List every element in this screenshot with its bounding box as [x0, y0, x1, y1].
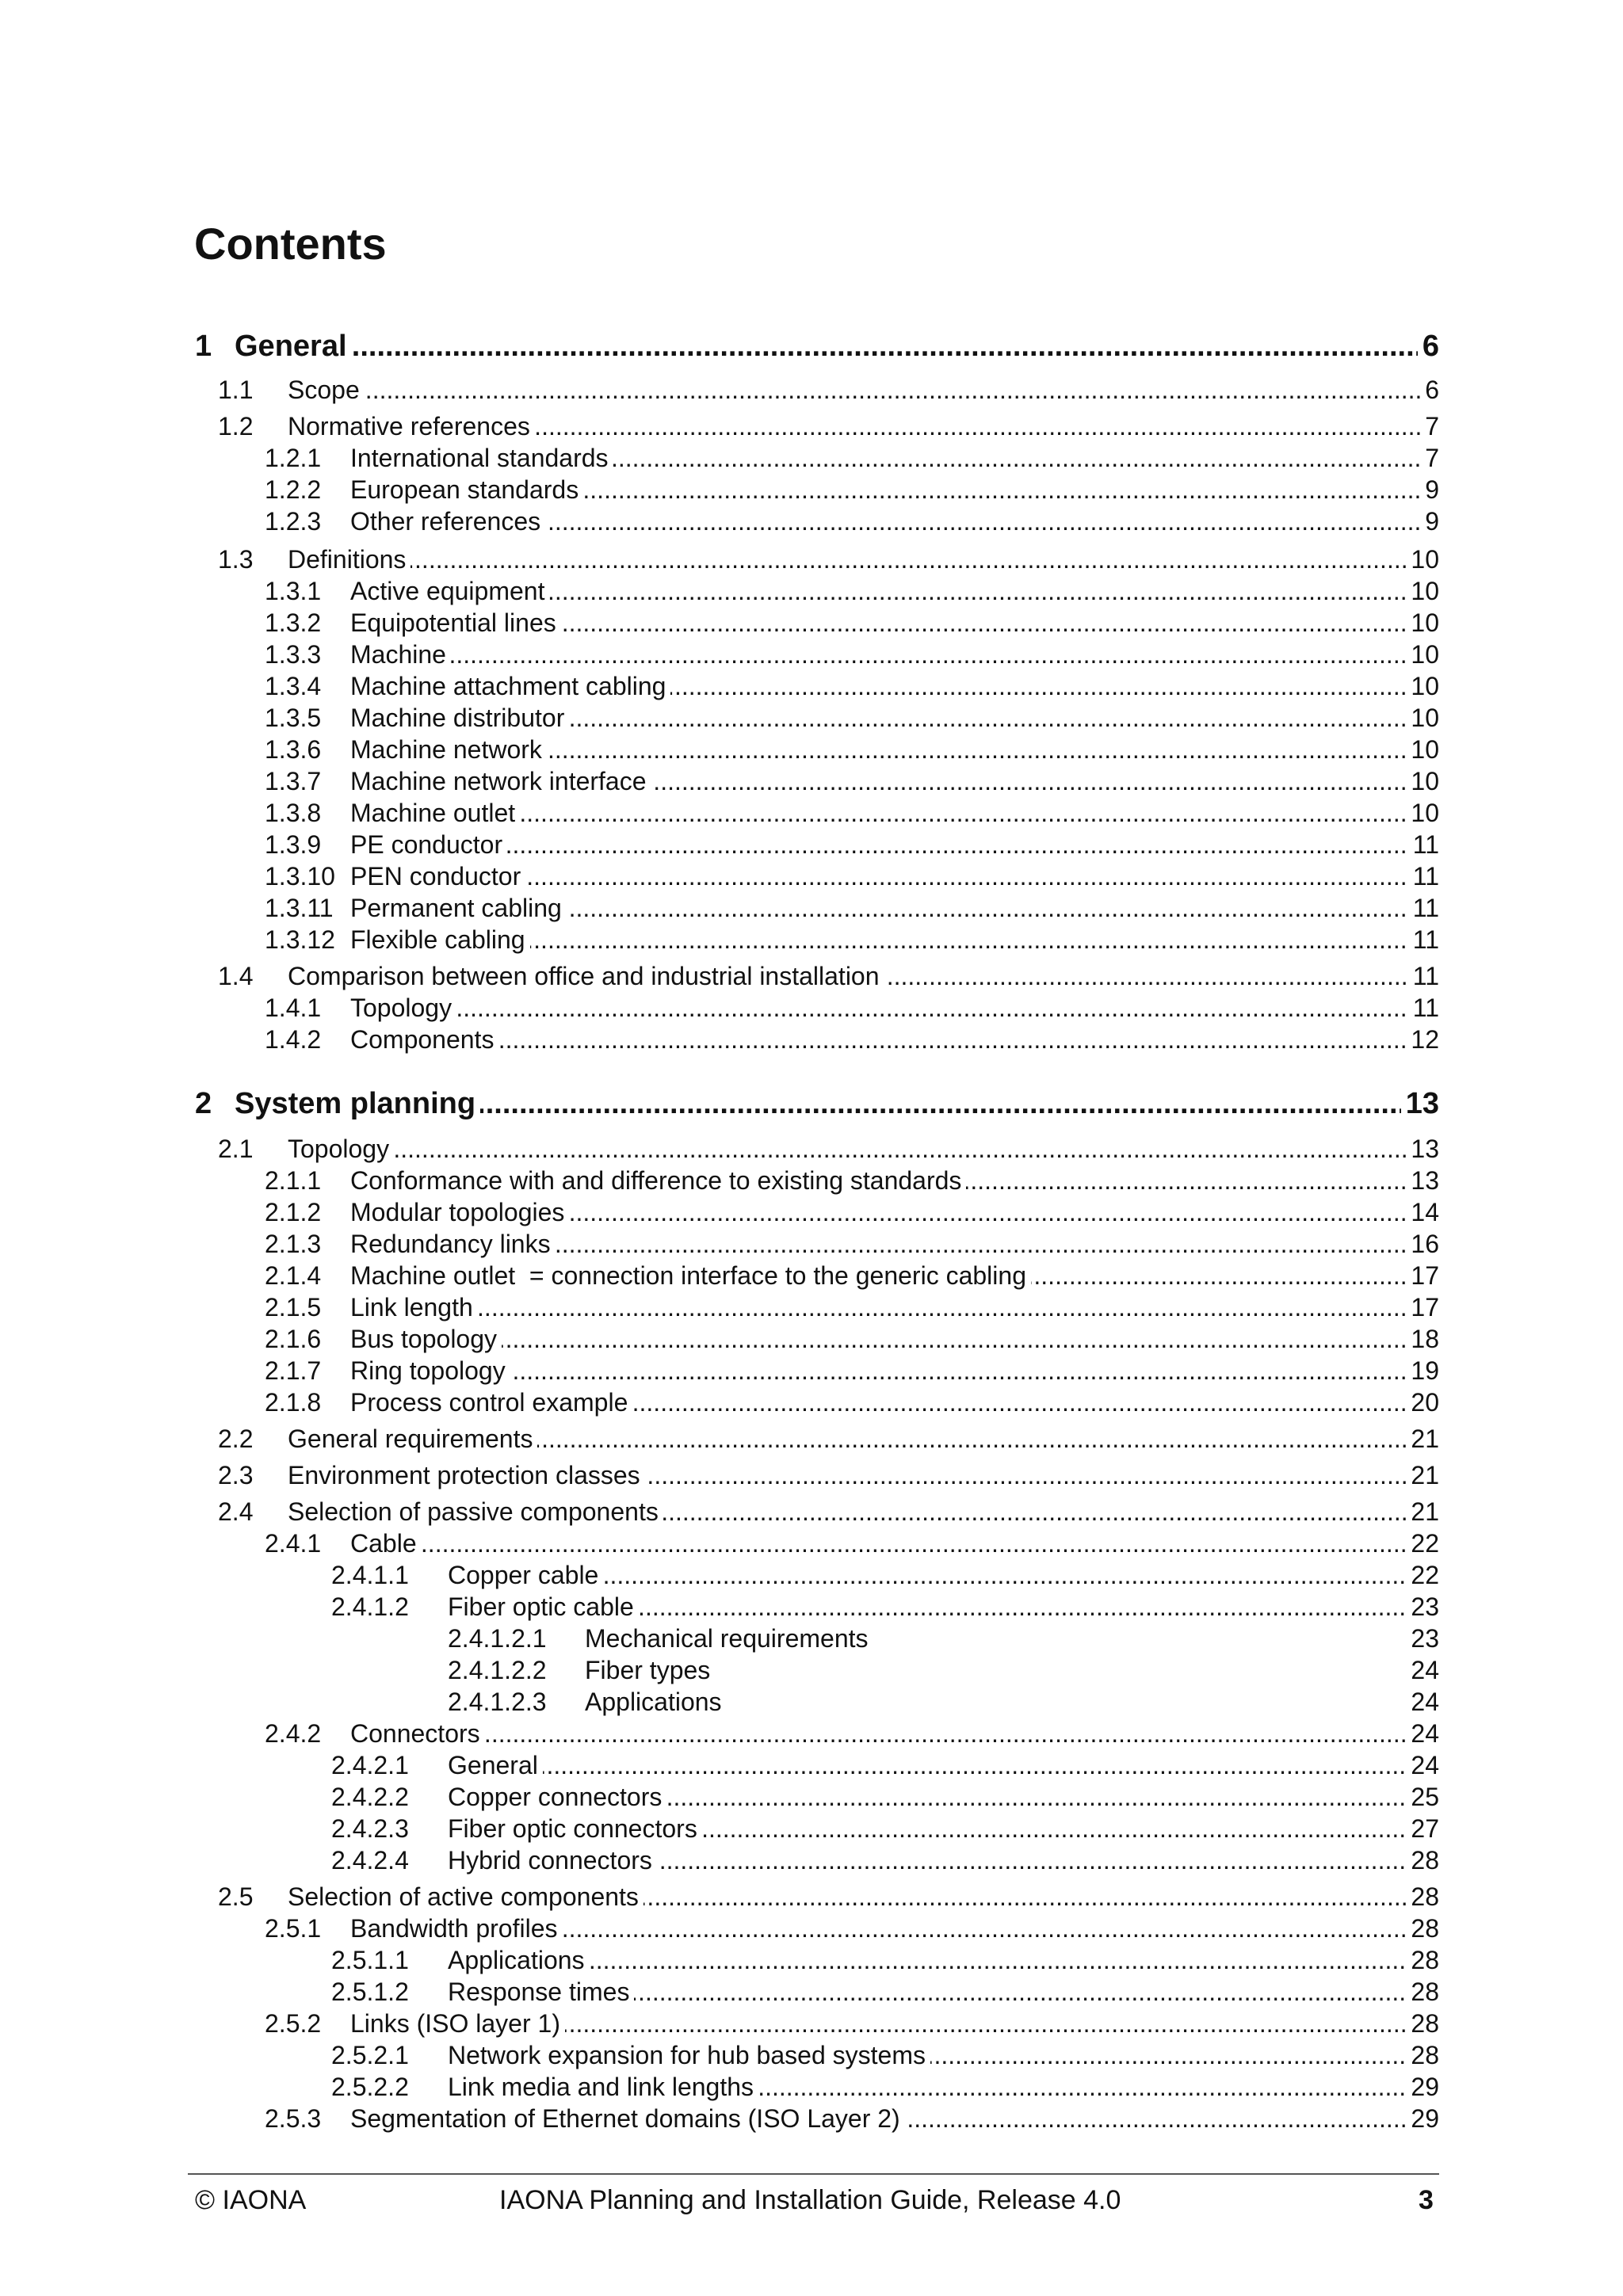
footer-page-number: 3: [1419, 2185, 1434, 2215]
toc-entry-title: Comparison between office and industrial installation: [288, 959, 884, 994]
toc-entry-number: 2.4.2.2: [331, 1779, 409, 1814]
toc-entry-page: 28: [1406, 1943, 1439, 1978]
toc-entry-number: 2.5.2.2: [331, 2069, 409, 2104]
toc-entry-number: 1.3.4: [265, 669, 321, 704]
toc-entry-title: General: [448, 1748, 543, 1783]
toc-entry: [0, 669, 1623, 704]
toc-entry-number: 1.3.8: [265, 795, 321, 830]
toc-entry-page: 25: [1406, 1779, 1439, 1814]
toc-entry-number: 2.5.1: [265, 1911, 321, 1946]
toc-entry: [0, 1843, 1623, 1878]
toc-entry-title: Active equipment: [350, 574, 549, 608]
toc-entry-page: 28: [1406, 1879, 1439, 1914]
toc-entry-page: 23: [1406, 1621, 1439, 1656]
toc-entry-title: General requirements: [288, 1421, 537, 1456]
toc-entry-page: 11: [1408, 859, 1439, 894]
toc-entry-title: Topology: [350, 990, 456, 1025]
toc-entry: [0, 1290, 1623, 1325]
toc-entry-number: 2.4.2.3: [331, 1811, 409, 1846]
toc-entry-number: 2.1.7: [265, 1353, 321, 1388]
toc-entry: [0, 1322, 1623, 1356]
toc-entry-title: Fiber types: [585, 1653, 715, 1688]
toc-entry: [0, 1911, 1623, 1946]
toc-entry-title: PE conductor: [350, 827, 507, 862]
toc-entry-page: 11: [1408, 922, 1439, 957]
toc-entry-page: 16: [1406, 1226, 1439, 1261]
toc-entry-number: 2.1.2: [265, 1195, 321, 1230]
toc-entry: [0, 1458, 1623, 1493]
toc-entry-page: 17: [1406, 1258, 1439, 1293]
toc-entry: [0, 326, 1623, 366]
toc-entry-title: Modular topologies: [350, 1195, 569, 1230]
footer-copyright: © IAONA: [195, 2185, 307, 2215]
toc-entry-number: 1.3.9: [265, 827, 321, 862]
toc-entry-page: 10: [1406, 637, 1439, 672]
toc-entry-title: System planning: [235, 1084, 480, 1123]
toc-entry: [0, 859, 1623, 894]
toc-entry-number: 1.3: [218, 542, 253, 577]
toc-entry: [0, 472, 1623, 507]
toc-entry-title: Connectors: [350, 1716, 485, 1751]
toc-entry-title: European standards: [350, 472, 583, 507]
toc-entry-number: 1.3.6: [265, 732, 321, 767]
toc-entry-page: 29: [1406, 2069, 1439, 2104]
toc-entry-page: 24: [1406, 1716, 1439, 1751]
toc-entry-title: Response times: [448, 1974, 634, 2009]
toc-entry: [0, 1226, 1623, 1261]
toc-entry-title: Bandwidth profiles: [350, 1911, 562, 1946]
toc-entry: [0, 637, 1623, 672]
toc-leader-dots: [350, 990, 1439, 1025]
page-title: Contents: [194, 219, 387, 269]
toc-entry: [0, 409, 1623, 444]
toc-entry-page: 11: [1408, 959, 1439, 994]
toc-leader-dots: [350, 637, 1439, 672]
toc-entry-page: 21: [1406, 1494, 1439, 1529]
toc-entry-page: 13: [1401, 1084, 1439, 1123]
toc-entry-number: 2.4: [218, 1494, 253, 1529]
toc-entry-page: 6: [1420, 372, 1439, 407]
toc-entry: [0, 1558, 1623, 1592]
toc-entry: [0, 1258, 1623, 1293]
toc-entry-title: Hybrid connectors: [448, 1843, 657, 1878]
toc-entry-page: 24: [1406, 1684, 1439, 1719]
toc-entry: [0, 2101, 1623, 2136]
toc-leader-dots: [350, 1526, 1439, 1561]
toc-entry-title: Network expansion for hub based systems: [448, 2038, 930, 2073]
toc-entry: [0, 1879, 1623, 1914]
toc-entry-title: PEN conductor: [350, 859, 525, 894]
toc-entry-title: Copper cable: [448, 1558, 603, 1592]
toc-entry-number: 2.1.3: [265, 1226, 321, 1261]
toc-entry-title: Flexible cabling: [350, 922, 530, 957]
footer-divider: [188, 2173, 1439, 2175]
toc-entry-page: 22: [1406, 1558, 1439, 1592]
toc-entry-number: 2.1.5: [265, 1290, 321, 1325]
toc-entry: [0, 1589, 1623, 1624]
toc-entry-page: 27: [1406, 1811, 1439, 1846]
toc-leader-dots: [235, 326, 1439, 366]
toc-entry-title: Copper connectors: [448, 1779, 666, 1814]
toc-entry-number: 2.5.2.1: [331, 2038, 409, 2073]
toc-entry-number: 2.5.1.2: [331, 1974, 409, 2009]
toc-entry-page: 28: [1406, 1843, 1439, 1878]
toc-leader-dots: [448, 1748, 1439, 1783]
toc-entry-title: Topology: [288, 1131, 394, 1166]
toc-entry-number: 2.5.1.1: [331, 1943, 409, 1978]
toc-entry-page: 21: [1406, 1421, 1439, 1456]
toc-entry: [0, 959, 1623, 994]
toc-entry-title: Definitions: [288, 542, 411, 577]
toc-entry: [0, 1084, 1623, 1123]
toc-entry-title: Bus topology: [350, 1322, 502, 1356]
toc-entry-number: 1: [195, 326, 212, 366]
toc-entry-number: 2.4.1.2.3: [448, 1684, 547, 1719]
toc-entry-number: 1.3.11: [265, 891, 334, 925]
toc-entry-title: Segmentation of Ethernet domains (ISO Layer 2): [350, 2101, 905, 2136]
toc-entry: [0, 922, 1623, 957]
toc-entry-title: Environment protection classes: [288, 1458, 645, 1493]
toc-leader-dots: [448, 1943, 1439, 1978]
toc-entry-title: Links (ISO layer 1): [350, 2006, 565, 2041]
toc-entry-title: Cable: [350, 1526, 422, 1561]
toc-entry-title: Equipotential lines: [350, 605, 561, 640]
footer-document-title: IAONA Planning and Installation Guide, Release 4.0: [499, 2185, 1121, 2215]
toc-entry-page: 10: [1406, 795, 1439, 830]
toc-entry-title: Applications: [585, 1684, 727, 1719]
toc-leader-dots: [350, 1290, 1439, 1325]
toc-entry-page: 24: [1406, 1748, 1439, 1783]
toc-entry-page: 10: [1406, 669, 1439, 704]
toc-entry-title: Machine network interface: [350, 764, 651, 799]
toc-entry-number: 1.1: [218, 372, 253, 407]
toc-entry: [0, 1811, 1623, 1846]
toc-entry: [0, 1131, 1623, 1166]
toc-entry-number: 2.1.6: [265, 1322, 321, 1356]
toc-entry-title: Fiber optic cable: [448, 1589, 639, 1624]
toc-entry-number: 1.4.1: [265, 990, 321, 1025]
toc-entry-number: 2.1.1: [265, 1163, 321, 1198]
toc-entry-number: 2.4.1.2.1: [448, 1621, 547, 1656]
toc-entry-title: Redundancy links: [350, 1226, 556, 1261]
toc-entry-title: Link media and link lengths: [448, 2069, 758, 2104]
toc-entry-page: 10: [1406, 542, 1439, 577]
toc-entry-title: Selection of active components: [288, 1879, 643, 1914]
toc-entry: [0, 2069, 1623, 2104]
toc-entry-page: 21: [1406, 1458, 1439, 1493]
toc-entry-title: Permanent cabling: [350, 891, 567, 925]
toc-entry-title: Other references: [350, 504, 545, 539]
toc-entry-number: 1.4: [218, 959, 253, 994]
toc-entry-page: 7: [1420, 409, 1439, 444]
toc-entry: [0, 1974, 1623, 2009]
toc-entry: [0, 1195, 1623, 1230]
toc-entry-number: 2.4.1: [265, 1526, 321, 1561]
toc-entry-page: 11: [1408, 827, 1439, 862]
toc-entry-page: 28: [1406, 1911, 1439, 1946]
toc-entry-page: 7: [1420, 441, 1439, 475]
toc-entry-title: Conformance with and difference to existing standards: [350, 1163, 966, 1198]
toc-entry-title: Scope: [288, 372, 365, 407]
toc-entry: [0, 441, 1623, 475]
toc-entry-page: 9: [1420, 472, 1439, 507]
toc-entry-number: 2.1: [218, 1131, 253, 1166]
toc-entry-number: 2.4.2: [265, 1716, 321, 1751]
toc-entry-page: 10: [1406, 574, 1439, 608]
toc-entry-page: 12: [1406, 1022, 1439, 1057]
toc-entry-title: Link length: [350, 1290, 478, 1325]
toc-entry-title: Normative references: [288, 409, 535, 444]
toc-entry: [0, 2038, 1623, 2073]
toc-entry: [0, 542, 1623, 577]
toc-entry-title: Machine attachment cabling: [350, 669, 670, 704]
toc-entry: [0, 1779, 1623, 1814]
toc-entry-number: 2.1.4: [265, 1258, 321, 1293]
toc-entry: [0, 700, 1623, 735]
toc-leader-dots: [350, 1022, 1439, 1057]
toc-entry-page: 19: [1406, 1353, 1439, 1388]
toc-entry-page: 29: [1406, 2101, 1439, 2136]
toc-entry-page: 18: [1406, 1322, 1439, 1356]
toc-entry-number: 2.1.8: [265, 1385, 321, 1420]
toc-entry: [0, 1163, 1623, 1198]
toc-entry-number: 1.3.10: [265, 859, 335, 894]
toc-entry-title: Mechanical requirements: [585, 1621, 873, 1656]
toc-entry-title: General: [235, 326, 352, 366]
toc-entry-title: Machine: [350, 637, 451, 672]
toc-entry: [0, 1022, 1623, 1057]
toc-entry: [0, 504, 1623, 539]
toc-entry-page: 9: [1420, 504, 1439, 539]
toc-entry: [0, 2006, 1623, 2041]
toc-entry-page: 20: [1406, 1385, 1439, 1420]
toc-entry-page: 24: [1406, 1653, 1439, 1688]
toc-entry-page: 11: [1408, 990, 1439, 1025]
toc-entry-title: International standards: [350, 441, 613, 475]
toc-entry-page: 13: [1406, 1163, 1439, 1198]
toc-entry-number: 2.2: [218, 1421, 253, 1456]
toc-entry: [0, 732, 1623, 767]
toc-entry-title: Components: [350, 1022, 498, 1057]
toc-entry: [0, 1353, 1623, 1388]
toc-leader-dots: [350, 1353, 1439, 1388]
toc-entry: [0, 795, 1623, 830]
toc-entry: [0, 372, 1623, 407]
toc-entry-number: 1.2.2: [265, 472, 321, 507]
toc-entry: [0, 1494, 1623, 1529]
toc-entry-title: Machine outlet: [350, 795, 520, 830]
toc-entry: [0, 1716, 1623, 1751]
toc-entry-page: 14: [1406, 1195, 1439, 1230]
toc-entry-title: Machine outlet = connection interface to the generic cabling: [350, 1258, 1031, 1293]
toc-entry-page: 28: [1406, 2038, 1439, 2073]
toc-entry: [0, 1621, 1623, 1656]
toc-entry-number: 1.3.3: [265, 637, 321, 672]
toc-entry: [0, 574, 1623, 608]
toc-entry-page: 28: [1406, 2006, 1439, 2041]
toc-entry: [0, 1748, 1623, 1783]
toc-leader-dots: [288, 372, 1439, 407]
toc-entry-title: Ring topology: [350, 1353, 510, 1388]
toc-entry: [0, 1526, 1623, 1561]
toc-entry-page: 10: [1406, 764, 1439, 799]
toc-entry-number: 2.4.2.1: [331, 1748, 409, 1783]
toc-entry: [0, 891, 1623, 925]
toc-entry-number: 1.2: [218, 409, 253, 444]
toc-entry-page: 10: [1406, 700, 1439, 735]
toc-entry-number: 1.3.2: [265, 605, 321, 640]
toc-entry: [0, 1385, 1623, 1420]
toc-entry-page: 6: [1418, 326, 1439, 366]
toc-entry-number: 1.3.7: [265, 764, 321, 799]
toc-entry: [0, 990, 1623, 1025]
toc-leader-dots: [350, 827, 1439, 862]
toc-entry: [0, 1421, 1623, 1456]
toc-entry-title: Applications: [448, 1943, 590, 1978]
toc-entry-number: 2: [195, 1084, 212, 1123]
toc-entry-page: 17: [1406, 1290, 1439, 1325]
toc-entry-number: 1.3.12: [265, 922, 335, 957]
toc-entry-page: 11: [1408, 891, 1439, 925]
toc-entry-number: 1.3.1: [265, 574, 321, 608]
toc-entry-number: 2.5: [218, 1879, 253, 1914]
toc-entry-page: 28: [1406, 1974, 1439, 2009]
toc-entry-number: 2.5.3: [265, 2101, 321, 2136]
toc-entry-page: 22: [1406, 1526, 1439, 1561]
toc-entry: [0, 1653, 1623, 1688]
toc-entry-title: Fiber optic connectors: [448, 1811, 702, 1846]
toc-entry: [0, 827, 1623, 862]
toc-leader-dots: [288, 1131, 1439, 1166]
toc-entry-page: 10: [1406, 732, 1439, 767]
toc-entry-number: 1.4.2: [265, 1022, 321, 1057]
toc-entry-page: 13: [1406, 1131, 1439, 1166]
toc-entry-number: 1.2.3: [265, 504, 321, 539]
toc-entry-title: Process control example: [350, 1385, 632, 1420]
toc-entry-number: 2.4.1.2: [331, 1589, 409, 1624]
toc-entry: [0, 1943, 1623, 1978]
toc-entry-number: 1.3.5: [265, 700, 321, 735]
toc-entry-number: 2.4.2.4: [331, 1843, 409, 1878]
toc-leader-dots: [288, 542, 1439, 577]
toc-entry-page: 23: [1406, 1589, 1439, 1624]
toc-entry-number: 2.5.2: [265, 2006, 321, 2041]
toc-leader-dots: [350, 1322, 1439, 1356]
toc-leader-dots: [350, 1716, 1439, 1751]
toc-entry-title: Machine distributor: [350, 700, 569, 735]
toc-entry: [0, 764, 1623, 799]
toc-entry: [0, 1684, 1623, 1719]
toc-entry-page: 10: [1406, 605, 1439, 640]
toc-entry-number: 2.4.1.1: [331, 1558, 409, 1592]
toc-entry-number: 2.3: [218, 1458, 253, 1493]
toc-entry-title: Machine network: [350, 732, 547, 767]
toc-entry-number: 2.4.1.2.2: [448, 1653, 547, 1688]
toc-entry-title: Selection of passive components: [288, 1494, 663, 1529]
toc-entry-number: 1.2.1: [265, 441, 321, 475]
toc-entry: [0, 605, 1623, 640]
